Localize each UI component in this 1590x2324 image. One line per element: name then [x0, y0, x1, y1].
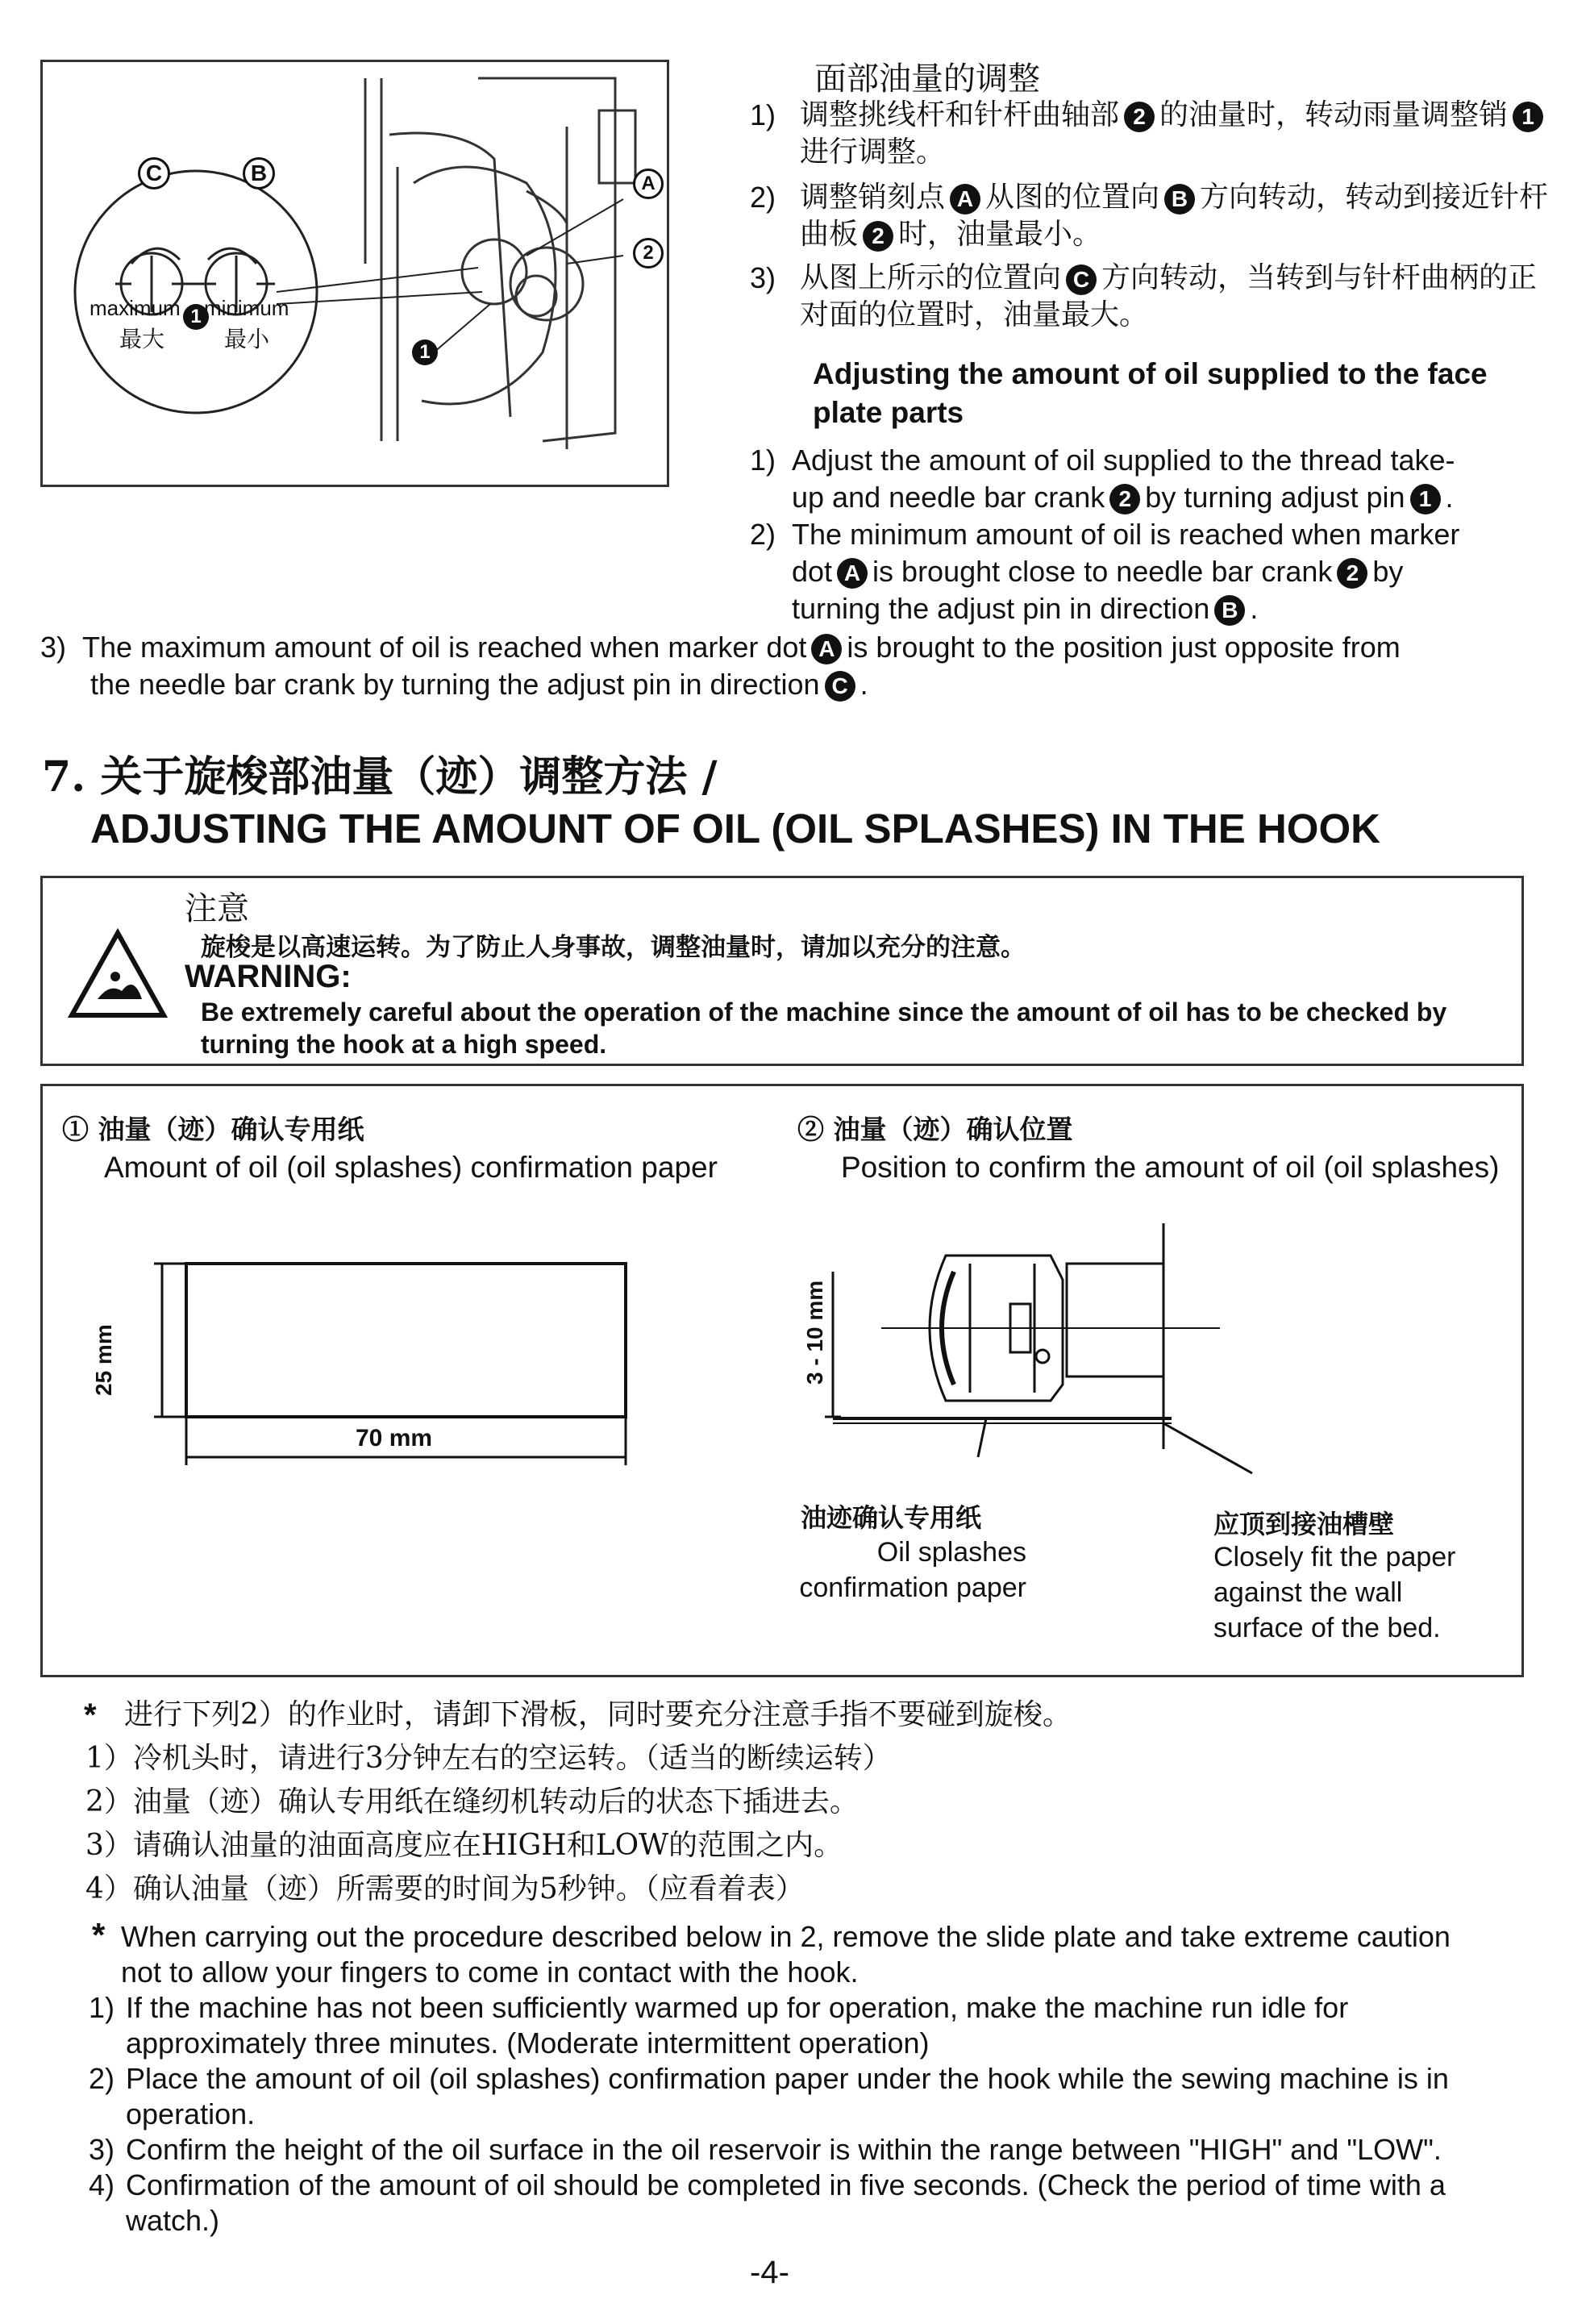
paper-callout-en: Oil splashes confirmation paper — [799, 1537, 1026, 1603]
cn-notes — [85, 1693, 1537, 1911]
en-note-2: 2) Place the amount of oil (oil splashes) confirmation paper under the hook while the sewing machine is in operation. — [89, 2062, 1449, 2130]
badge-1: 1 — [1410, 484, 1441, 514]
cn-star-text: 进行下列2）的作业时，请卸下滑板，同时要充分注意手指不要碰到旋梭。 — [124, 1698, 1072, 1731]
label-2-badge: 2 — [633, 238, 664, 269]
position-en-label: Position to confirm the amount of oil (oil splashes) — [841, 1151, 1500, 1184]
section7-en-title: ADJUSTING THE AMOUNT OF OIL (OIL SPLASHES) IN THE HOOK — [90, 806, 1380, 852]
wall-callout-en: Closely fit the paper against the wall surface of the bed. — [1213, 1542, 1456, 1643]
face-cn-item-3: 3) 从图上所示的位置向 C 方向转动，当转到与针杆曲柄的正对面的位置时，油量最大。 — [750, 261, 1538, 331]
gap-dim-label: 3 - 10 mm — [802, 1280, 827, 1385]
face-plate-figure — [40, 60, 669, 487]
min-cn-label: 最小 — [224, 326, 270, 352]
en-note-1: 1) If the machine has not been sufficiently warmed up for operation, make the machine run idle for approximately three minutes. (Moderate intermittent operation) — [89, 1991, 1349, 2060]
oil-check-diagram-box — [40, 1084, 1524, 1677]
label-b-badge: B — [243, 157, 275, 190]
face-en-item-2: 2) The minimum amount of oil is reached when marker dot A is brought close to needle bar crank 2 by turning the adjust pin in direction B . — [750, 518, 1460, 625]
badge-c: C — [825, 671, 855, 702]
hook-position-drawing — [785, 1207, 1268, 1481]
page-number: -4- — [750, 2255, 789, 2290]
position-cn-label: ② 油量（迹）确认位置 — [797, 1114, 1073, 1145]
warning-icon — [65, 927, 170, 1023]
badge-c: C — [1066, 264, 1097, 295]
warning-en-head: WARNING: — [185, 959, 352, 994]
face-en-item-1: 1) Adjust the amount of oil supplied to the thread take- up and needle bar crank 2 by turning adjust pin 1 . — [750, 444, 1455, 514]
badge-2: 2 — [1337, 558, 1367, 589]
label-a-badge: A — [633, 169, 664, 199]
warning-en-text: Be extremely careful about the operation of the machine since the amount of oil has to be checked by turning the hook at a high speed. — [201, 997, 1447, 1059]
paper-cn-label: ① 油量（迹）确认专用纸 — [62, 1114, 364, 1145]
en-star: * — [92, 1916, 106, 1954]
paper-width-dim: 70 mm — [356, 1425, 433, 1451]
en-note-3: 3) Confirm the height of the oil surface in the oil reservoir is within the range between "HIGH" and "LOW". — [89, 2133, 1442, 2166]
maximum-label: maximum — [89, 296, 181, 320]
face-plate-illustration — [43, 62, 667, 485]
face-en-title: Adjusting the amount of oil supplied to the face plate parts — [813, 357, 1488, 429]
paper-en-label: Amount of oil (oil splashes) confirmation paper — [104, 1151, 718, 1184]
cn-star: * — [84, 1697, 97, 1733]
en-note-4: 4) Confirmation of the amount of oil should be completed in five seconds. (Check the period of time with a watch.) — [89, 2168, 1446, 2237]
cn-note-4: 4）确认油量（迹）所需要的时间为5秒钟。（应看着表） — [85, 1872, 805, 1905]
cn-note-3: 3）请确认油量的油面高度应在HIGH和LOW的范围之内。 — [85, 1829, 843, 1862]
label-1-badge-outer: 1 — [412, 339, 438, 365]
wall-callout-cn: 应顶到接油槽壁 — [1213, 1509, 1395, 1539]
max-cn-label: 最大 — [119, 326, 165, 352]
cn-note-1: 1）冷机头时，请进行3分钟左右的空运转。（适当的断续运转） — [85, 1742, 892, 1775]
badge-b: B — [1164, 184, 1195, 214]
badge-2: 2 — [1124, 102, 1155, 132]
label-1-badge-inner: 1 — [183, 304, 209, 330]
label-c-badge: C — [138, 157, 170, 190]
badge-b: B — [1214, 595, 1245, 626]
section7-cn-title: 7. 关于旋梭部油量（迹）调整方法 / — [42, 752, 718, 802]
warning-cn-text: 旋梭是以高速运转。为了防止人身事故，调整油量时，请加以充分的注意。 — [201, 933, 1026, 962]
face-cn-item-2: 2) 调整销刻点 A 从图的位置向 B 方向转动，转动到接近针杆曲板 2 时，油量最小。 — [750, 181, 1549, 251]
paper-height-dim: 25 mm — [91, 1324, 116, 1396]
face-cn-item-1: 1) 调整挑线杆和针杆曲轴部 2 的油量时，转动雨量调整销 1进行调整。 — [750, 97, 1556, 171]
badge-2: 2 — [1109, 484, 1140, 514]
cn-note-2: 2）油量（迹）确认专用纸在缝纫机转动后的状态下插进去。 — [85, 1785, 859, 1818]
paper-callout-cn: 油迹确认专用纸 — [801, 1502, 982, 1533]
face-cn-title: 面部油量的调整 — [814, 60, 1040, 98]
confirmation-paper-drawing — [123, 1247, 720, 1489]
warning-cn-head: 注意 — [185, 890, 249, 927]
en-notes: * When carrying out the procedure described below in 2, remove the slide plate and take extreme caution not to allow your fingers to come in contact with the hook. 1) If the machine has not been sufficiently warmed up for operation, make the machine run idle for approximately three minutes. (Moderate intermittent operation) 2) Place the amount of oil (oil splashes) confirmation paper under the hook while the sewing machine is in operation. 3) Confirm the height of the oil surface in the oil reservoir is within the range between "HIGH" and "LOW". 4) Confirmation of the amount of oil should be completed in five seconds. (Check the period of time with a watch.) — [89, 1919, 1572, 2239]
badge-2: 2 — [863, 221, 893, 252]
warning-box — [40, 876, 1524, 1066]
face-en-item-3: 3) The maximum amount of oil is reached when marker dot A is brought to the position just opposite from the needle bar crank by turning the adjust pin in direction C . — [40, 631, 1401, 701]
badge-a: A — [950, 184, 980, 214]
minimum-label: minimum — [204, 296, 289, 320]
badge-a: A — [811, 634, 842, 664]
badge-a: A — [837, 558, 868, 589]
badge-1: 1 — [1513, 102, 1543, 132]
